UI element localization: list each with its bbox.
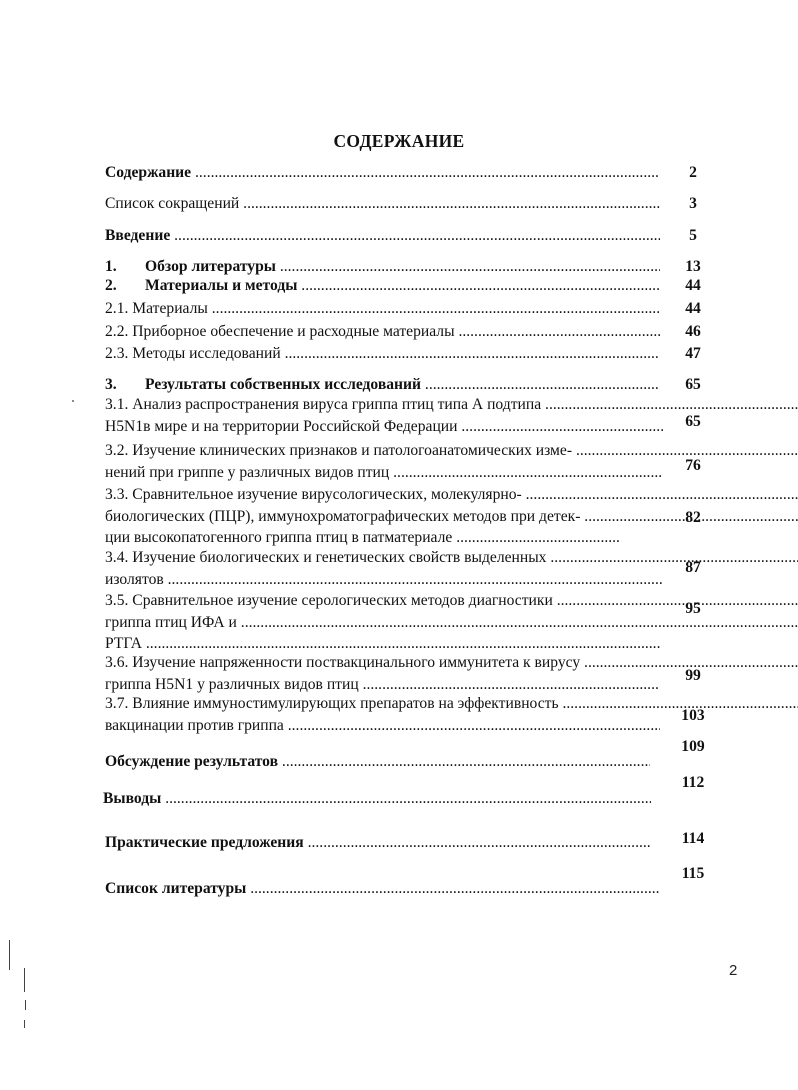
toc-entry-contents[interactable]	[105, 162, 660, 184]
toc-entry-title: Введение .....	[105, 225, 660, 247]
chapter-number: 3.	[105, 376, 117, 393]
toc-entry-title: Обсуждение результатов .....	[105, 751, 650, 773]
toc-entry-title: Список сокращений .....	[105, 193, 660, 215]
toc-entry-3-6[interactable]	[105, 652, 660, 695]
toc-entry-3-7[interactable]	[105, 693, 660, 736]
toc-page-number: 44	[685, 300, 701, 317]
toc-entry-line: 3.1. Анализ распространения вируса гриппа птиц типа А подтипа .....	[105, 394, 663, 416]
toc-entry-title: Выводы .....	[103, 788, 651, 810]
toc-entry-line: нений при гриппе у различных видов птиц .....	[105, 462, 663, 484]
toc-entry-line: H5N1в мире и на территории Российской Федерации .....	[105, 416, 663, 438]
toc-page-number: 99	[685, 667, 701, 684]
toc-entry-title: Обзор литературы	[145, 258, 276, 275]
toc-entry-practical-proposals[interactable]	[105, 832, 650, 854]
page-number: 2	[729, 962, 738, 979]
toc-entry-references[interactable]	[105, 878, 660, 900]
toc-entry-line: 3.5. Сравнительное изучение серологических методов диагностики .....	[105, 590, 660, 612]
toc-entry-line: гриппа птиц ИФА и .....	[105, 612, 660, 634]
toc-entry-line: биологических (ПЦР), иммунохроматографических методов при детек- .....	[105, 506, 619, 528]
toc-entry-abbreviations[interactable]	[105, 193, 660, 215]
toc-entry-3-1[interactable]	[105, 394, 663, 437]
toc-entry-title: Практические предложения .....	[105, 832, 650, 854]
toc-entry-line: гриппа H5N1 у различных видов птиц .....	[105, 674, 660, 696]
toc-page-number: 65	[685, 376, 701, 393]
toc-page-number: 82	[685, 509, 701, 526]
toc-entry-discussion[interactable]	[105, 751, 650, 773]
toc-page-number: 76	[685, 457, 701, 474]
toc-entry-chapter-3[interactable]	[105, 374, 660, 396]
scan-edge-mark	[24, 968, 25, 992]
toc-entry-3-2[interactable]	[105, 440, 663, 483]
toc-entry-line: 3.7. Влияние иммуностимулирующих препаратов на эффективность .....	[105, 693, 660, 715]
toc-page-number: 44	[685, 277, 701, 294]
toc-entry-line: 3.2. Изучение клинических признаков и патологоанатомических изме- .....	[105, 440, 663, 462]
toc-page-number: 2	[689, 164, 697, 181]
toc-entry-title: 2.2. Приборное обеспечение и расходные материалы .....	[105, 321, 660, 343]
toc-entry-title: Результаты собственных исследований	[145, 376, 422, 393]
toc-page-number: 115	[681, 865, 705, 882]
toc-entry-3-5[interactable]	[105, 590, 660, 655]
toc-page-number: 5	[689, 227, 697, 244]
toc-page-number: 87	[685, 559, 701, 576]
toc-entry-3-3[interactable]	[105, 484, 619, 549]
scan-edge-mark	[24, 1020, 25, 1028]
toc-entry-line: 3.4. Изучение биологических и генетических свойств выделенных .....	[105, 547, 663, 569]
toc-entry-title: 2.1. Материалы .....	[105, 298, 660, 320]
scan-edge-mark	[25, 1000, 26, 1010]
toc-page-number: 3	[689, 195, 697, 212]
toc-entry-title: Содержание .....	[105, 162, 660, 184]
toc-entry-3-4[interactable]	[105, 547, 663, 590]
toc-page-number: 95	[685, 600, 701, 617]
toc-page-number: 65	[685, 413, 701, 430]
toc-page-number: 46	[685, 323, 701, 340]
toc-page-number: 13	[685, 258, 701, 275]
toc-entry-title: Материалы и методы	[145, 277, 298, 294]
toc-entry-2-3[interactable]	[105, 343, 660, 365]
toc-entry-title: Список литературы .....	[105, 878, 660, 900]
scan-edge-mark	[9, 940, 10, 970]
toc-page-number: 112	[681, 774, 705, 791]
chapter-number: 1.	[105, 258, 117, 275]
toc-entry-line: изолятов .....	[105, 569, 663, 591]
toc-page-number: 47	[685, 345, 701, 362]
toc-page-number: 109	[681, 738, 705, 755]
toc-entry-title: 2.3. Методы исследований .....	[105, 343, 660, 365]
page-title: СОДЕРЖАНИЕ	[333, 131, 465, 151]
chapter-number: 2.	[105, 277, 117, 294]
scan-speck	[72, 400, 74, 402]
toc-entry-line: 3.3. Сравнительное изучение вирусологических, молекулярно- .....	[105, 484, 619, 506]
toc-entry-chapter-2[interactable]	[105, 275, 660, 297]
toc-entry-introduction[interactable]	[105, 225, 660, 247]
toc-entry-line: ции высокопатогенного гриппа птиц в патматериале .....	[105, 527, 619, 549]
toc-entry-line: РТГА .....	[105, 633, 660, 655]
toc-page-number: 103	[681, 707, 705, 724]
toc-entry-2-2[interactable]	[105, 321, 660, 343]
toc-entry-conclusions[interactable]	[103, 788, 651, 810]
toc-page-number: 114	[681, 830, 705, 847]
toc-entry-2-1[interactable]	[105, 298, 660, 320]
toc-entry-line: вакцинации против гриппа .....	[105, 715, 660, 737]
toc-entry-line: 3.6. Изучение напряженности поствакцинального иммунитета к вирусу .....	[105, 652, 660, 674]
